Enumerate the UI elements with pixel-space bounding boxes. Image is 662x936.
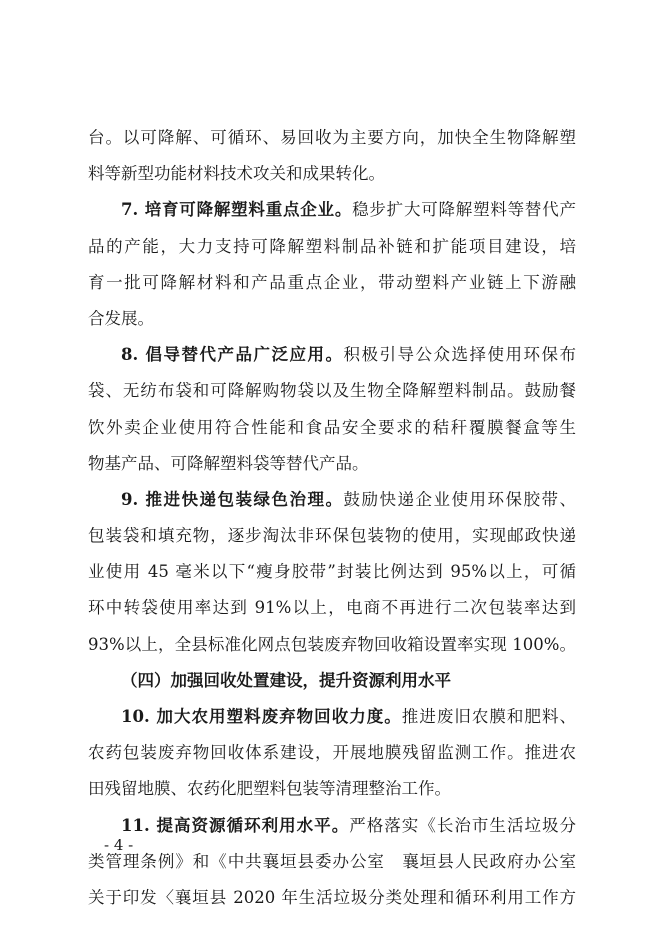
paragraph-11-first-line <box>88 808 576 844</box>
text-line: 农药包装废弃物回收体系建设，开展地膜残留监测工作。推进农 <box>88 743 576 763</box>
paragraph-9-first-line <box>88 482 576 518</box>
paragraph-8-first-line <box>88 337 576 373</box>
paragraph-7-first-line <box>88 192 576 228</box>
paragraph-10-first-line <box>88 699 576 735</box>
text-line: 93%以上，全县标准化网点包装废弃物回收箱设置率实现 100%。 <box>88 634 576 654</box>
text-line: 饮外卖企业使用符合性能和食品安全要求的秸秆覆膜餐盒等生 <box>88 417 576 437</box>
text-line: 业使用 45 毫米以下“瘦身胶带”封装比例达到 95%以上，可循 <box>88 562 576 582</box>
text-line: 育一批可降解材料和产品重点企业，带动塑料产业链上下游融 <box>88 272 576 292</box>
paragraph-text: 推进废旧农膜和肥料、 <box>401 707 577 726</box>
paragraph-lead: 9. 推进快递包装绿色治理。 <box>121 489 344 509</box>
section-heading: （四）加强回收处置建设，提升资源利用水平 <box>121 670 451 690</box>
text-line: 袋、无纺布袋和可降解购物袋以及生物全降解塑料制品。鼓励餐 <box>88 381 576 401</box>
paragraph-lead: 11. 提高资源循环利用水平。 <box>121 815 350 835</box>
text-line: 环中转袋使用率达到 91%以上，电商不再进行二次包装率达到 <box>88 598 576 618</box>
paragraph-text: 严格落实《长治市生活垃圾分 <box>349 815 577 835</box>
text-line: 类管理条例》和《中共襄垣县委办公室 襄垣县人民政府办公室 <box>88 851 576 871</box>
body-text <box>88 120 576 916</box>
text-line: 品的产能，大力支持可降解塑料制品补链和扩能项目建设，培 <box>88 236 576 256</box>
text-line: 关于印发〈襄垣县 2020 年生活垃圾分类处理和循环利用工作方 <box>88 887 576 907</box>
text-line: 物基产品、可降解塑料袋等替代产品。 <box>88 453 369 473</box>
paragraph-lead: 7. 培育可降解塑料重点企业。 <box>121 200 353 220</box>
paragraph-text: 稳步扩大可降解塑料等替代产 <box>352 200 576 220</box>
page-number: - 4 - <box>104 836 134 854</box>
text-line: 料等新型功能材料技术攻关和成果转化。 <box>88 164 385 184</box>
paragraph-text: 积极引导公众选择使用环保布 <box>343 345 576 365</box>
text-line: 台。以可降解、可循环、易回收为主要方向，加快全生物降解塑 <box>88 128 576 147</box>
paragraph-lead: 10. 加大农用塑料废弃物回收力度。 <box>121 707 402 726</box>
paragraph-lead: 8. 倡导替代产品广泛应用。 <box>121 345 344 365</box>
paragraph-text: 鼓励快递企业使用环保胶带、 <box>343 489 576 509</box>
text-line: 田残留地膜、农药化肥塑料包装等清理整治工作。 <box>88 779 451 799</box>
text-line: 包装袋和填充物，逐步淘汰非环保包装物的使用，实现邮政快递 <box>88 526 576 546</box>
text-line: 合发展。 <box>88 308 154 328</box>
